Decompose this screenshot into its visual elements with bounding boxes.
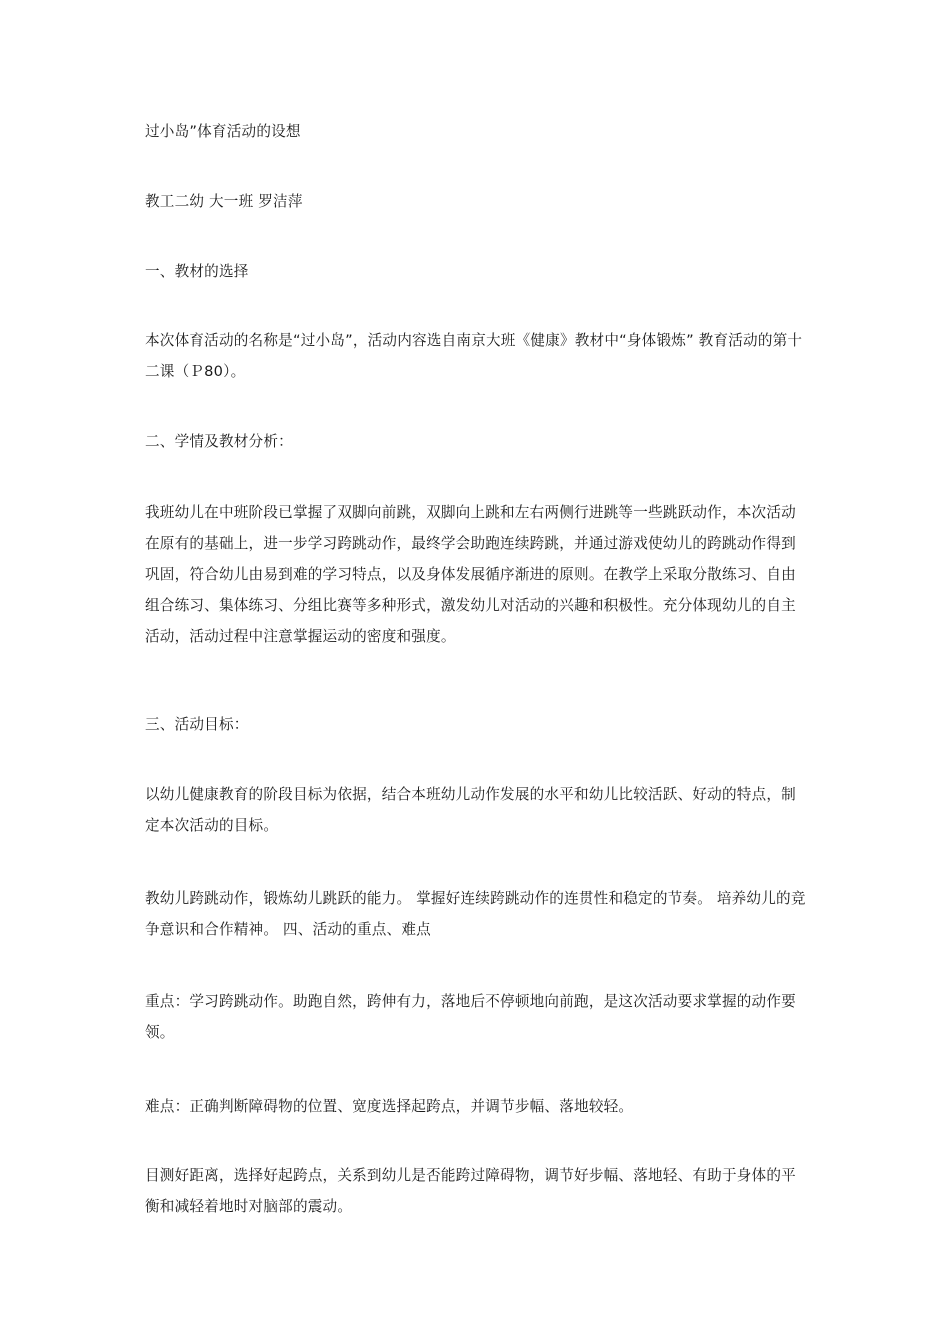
document-title: 过小岛”体育活动的设想 (145, 123, 301, 140)
difficult-point-paragraph: 难点：正确判断障碍物的位置、宽度选择起跨点，并调节步幅、落地较轻。 (145, 1098, 634, 1115)
author-line: 教工二幼 大一班 罗洁萍 (145, 193, 303, 210)
section2-body: 我班幼儿在中班阶段已掌握了双脚向前跳，双脚向上跳和左右两侧行进跳等一些跳跃动作，本次活动在原有的基础上，进一步学习跨跳动作，最终学会助跑连续跨跳，并通过游戏使幼儿的跨跳动作得到巩固，符合幼儿由易到难的学习特点，以及身体发展循序渐进的原则。在教学上采取分散练习、自由组合练习、集体练习、分组比赛等多种形式，激发幼儿对活动的兴趣和积极性。充分体现幼儿的自主活动，活动过程中注意掌握运动的密度和强度。 (145, 504, 796, 645)
section3-heading: 三、活动目标： (145, 716, 249, 733)
section1-body: 本次体育活动的名称是“过小岛”，活动内容选自南京大班《健康》教材中“身体锻炼” 教育活动的第十二课（Ｐ80）。 (145, 332, 803, 380)
section1-heading: 一、教材的选择 (145, 263, 249, 280)
section3-body: 以幼儿健康教育的阶段目标为依据，结合本班幼儿动作发展的水平和幼儿比较活跃、好动的特点，制定本次活动的目标。 (145, 786, 796, 834)
key-point-paragraph: 重点：学习跨跳动作。助跑自然，跨伸有力，落地后不停顿地向前跑，是这次活动要求掌握的动作要领。 (145, 993, 796, 1041)
final-paragraph: 目测好距离，选择好起跨点，关系到幼儿是否能跨过障碍物，调节好步幅、落地轻、有助于身体的平衡和减轻着地时对脑部的震动。 (145, 1167, 796, 1215)
section2-heading: 二、学情及教材分析： (145, 433, 293, 450)
goals-paragraph: 教幼儿跨跳动作，锻炼幼儿跳跃的能力。 掌握好连续跨跳动作的连贯性和稳定的节奏。 培养幼儿的竞争意识和合作精神。 四、活动的重点、难点 (145, 890, 806, 938)
